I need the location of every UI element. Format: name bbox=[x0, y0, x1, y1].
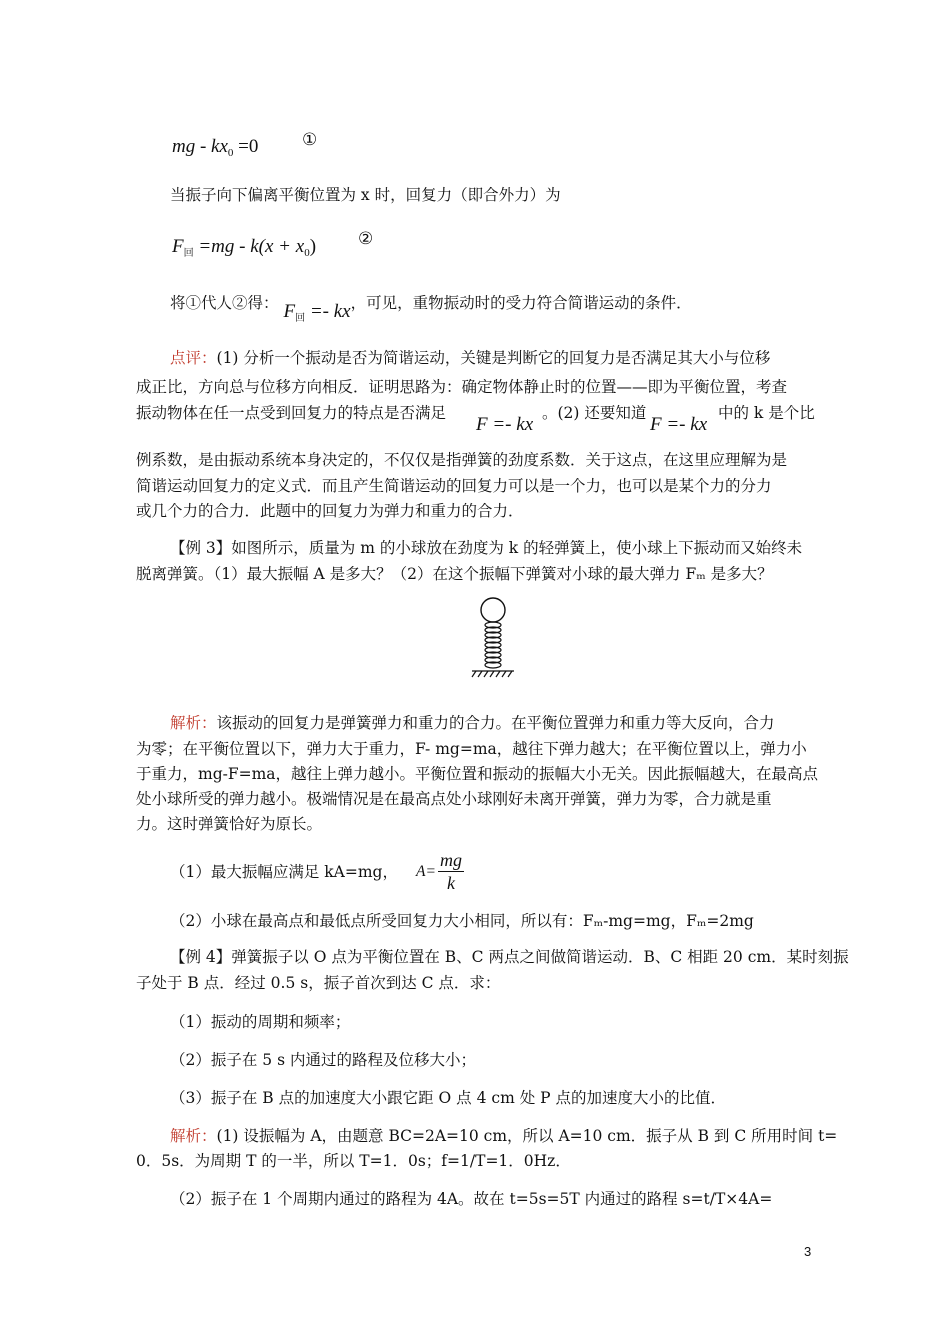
comment-text-1: (1) 分析一个振动是否为简谐运动，关键是判断它的回复力是否满足其大小与位移 bbox=[216, 349, 771, 367]
analysis3-text-1: 该振动的回复力是弹簧弹力和重力的合力。在平衡位置弹力和重力等大反向，合力 bbox=[216, 714, 775, 732]
eq1-subscript: 0 bbox=[227, 147, 234, 159]
analysis4-text-1: (1) 设振幅为 A，由题意 BC=2A=10 cm，所以 A=10 cm．振子从 B 到 C 所用时间 t= bbox=[216, 1127, 838, 1145]
equation-1 bbox=[172, 136, 258, 160]
eq1-marker: ① bbox=[302, 130, 318, 150]
eq1-rhs: =0 bbox=[233, 136, 259, 157]
ball-on-spring-figure bbox=[458, 594, 528, 684]
displacement-line: 当振子向下偏离平衡位置为 x 时，回复力（即合外力）为 bbox=[170, 186, 561, 204]
analysis3-line-5: 力。这时弹簧恰好为原长。 bbox=[136, 815, 323, 833]
substitution-formula bbox=[283, 301, 350, 322]
equation-2 bbox=[172, 236, 316, 260]
example4-line-2: 子处于 B 点．经过 0.5 s，振子首次到达 C 点．求： bbox=[136, 974, 501, 992]
example4-line-1: 【例 4】弹簧振子以 O 点为平衡位置在 B、C 两点之间做简谐运动．B、C 相距 20 cm．某时刻振 bbox=[170, 948, 849, 966]
analysis3-line-2: 为零；在平衡位置以下，弹力大于重力，F- mg=ma，越往下弹力越大；在平衡位置以上，弹力小 bbox=[136, 740, 807, 758]
comment-line-6: 或几个力的合力．此题中的回复力为弹力和重力的合力． bbox=[136, 502, 524, 520]
comment-text-3-mid: 。(2) 还要知道 bbox=[542, 404, 647, 422]
comment-line-1 bbox=[170, 349, 770, 368]
analysis3-answer-1-A: A= bbox=[416, 863, 436, 880]
eq2-subscript: 0 bbox=[304, 247, 310, 259]
example3-line-1: 【例 3】如图所示，质量为 m 的小球放在劲度为 k 的轻弹簧上，使小球上下振动而又始终未 bbox=[170, 539, 803, 557]
substitution-line bbox=[170, 292, 692, 324]
analysis4-label: 解析： bbox=[170, 1127, 217, 1145]
ground bbox=[472, 671, 514, 677]
analysis3-line-1 bbox=[170, 714, 775, 733]
analysis4-line-1 bbox=[170, 1127, 837, 1146]
analysis3-label: 解析： bbox=[170, 714, 217, 732]
ball bbox=[481, 598, 505, 622]
substitution-F: F bbox=[283, 301, 296, 322]
substitution-pre: 将①代人②得： bbox=[170, 294, 279, 312]
fraction-numerator: mg bbox=[440, 850, 462, 870]
eq1-lhs: mg - kx bbox=[172, 136, 228, 157]
comment-label: 点评： bbox=[170, 349, 217, 367]
analysis4-line-3: （2）振子在 1 个周期内通过的路程为 4A。故在 t=5s=5T 内通过的路程 s=t/T×4A= bbox=[170, 1190, 773, 1208]
eq2-F-subscript: 回 bbox=[183, 248, 194, 259]
substitution-rhs: =- kx bbox=[305, 301, 351, 322]
example4-question-2: （2）振子在 5 s 内通过的路程及位移大小； bbox=[170, 1051, 476, 1069]
substitution-F-subscript: 回 bbox=[295, 313, 306, 324]
comment-line-3 bbox=[136, 404, 446, 423]
page-number: 3 bbox=[804, 1244, 812, 1259]
spring bbox=[485, 622, 501, 668]
substitution-post: ，可见，重物振动时的受力符合简谐运动的条件． bbox=[350, 294, 692, 312]
comment-formula-2: F =- kx bbox=[650, 414, 708, 435]
analysis3-fraction bbox=[438, 849, 464, 894]
example4-question-1: （1）振动的周期和频率； bbox=[170, 1013, 351, 1031]
comment-line-2: 成正比，方向总与位移方向相反．证明思路为：确定物体静止时的位置——即为平衡位置，考查 bbox=[136, 378, 788, 396]
example3-line-2: 脱离弹簧。（1）最大振幅 A 是多大？（2）在这个振幅下弹簧对小球的最大弹力 Fₘ 是多大？ bbox=[136, 565, 773, 583]
analysis3-answer-2: （2）小球在最高点和最低点所受回复力大小相同，所以有：Fₘ-mg=mg，Fₘ=2mg bbox=[170, 912, 754, 930]
analysis3-line-4: 处小球所受的弹力越小。极端情况是在最高点处小球刚好未离开弹簧，弹力为零，合力就是重 bbox=[136, 790, 772, 808]
comment-text-3-post: 中的 k 是个比 bbox=[718, 404, 815, 422]
eq2-rhs: =mg - k(x + x bbox=[193, 236, 305, 257]
comment-line-5: 简谐运动回复力的定义式．而且产生简谐运动的回复力可以是一个力，也可以是某个力的分力 bbox=[136, 477, 772, 495]
eq2-marker: ② bbox=[358, 229, 374, 249]
example4-question-3: （3）振子在 B 点的加速度大小跟它距 O 点 4 cm 处 P 点的加速度大小的比值． bbox=[170, 1089, 726, 1107]
analysis3-answer-1: （1）最大振幅应满足 kA=mg， bbox=[170, 863, 398, 881]
eq2-F: F bbox=[172, 236, 184, 257]
comment-line-4: 例系数，是由振动系统本身决定的，不仅仅是指弹簧的劲度系数．关于这点，在这里应理解为是 bbox=[136, 451, 788, 469]
comment-text-3-pre: 振动物体在任一点受到回复力的特点是否满足 bbox=[136, 404, 447, 422]
eq2-close: ) bbox=[309, 236, 317, 257]
analysis4-line-2: 0．5s．为周期 T 的一半，所以 T=1．0s；f=1/T=1．0Hz． bbox=[136, 1152, 571, 1170]
fraction-denominator: k bbox=[447, 873, 455, 893]
analysis3-line-3: 于重力，mg-F=ma，越往上弹力越小。平衡位置和振动的振幅大小无关。因此振幅越大，在最高点 bbox=[136, 765, 819, 783]
comment-formula-1: F =- kx bbox=[476, 414, 534, 435]
